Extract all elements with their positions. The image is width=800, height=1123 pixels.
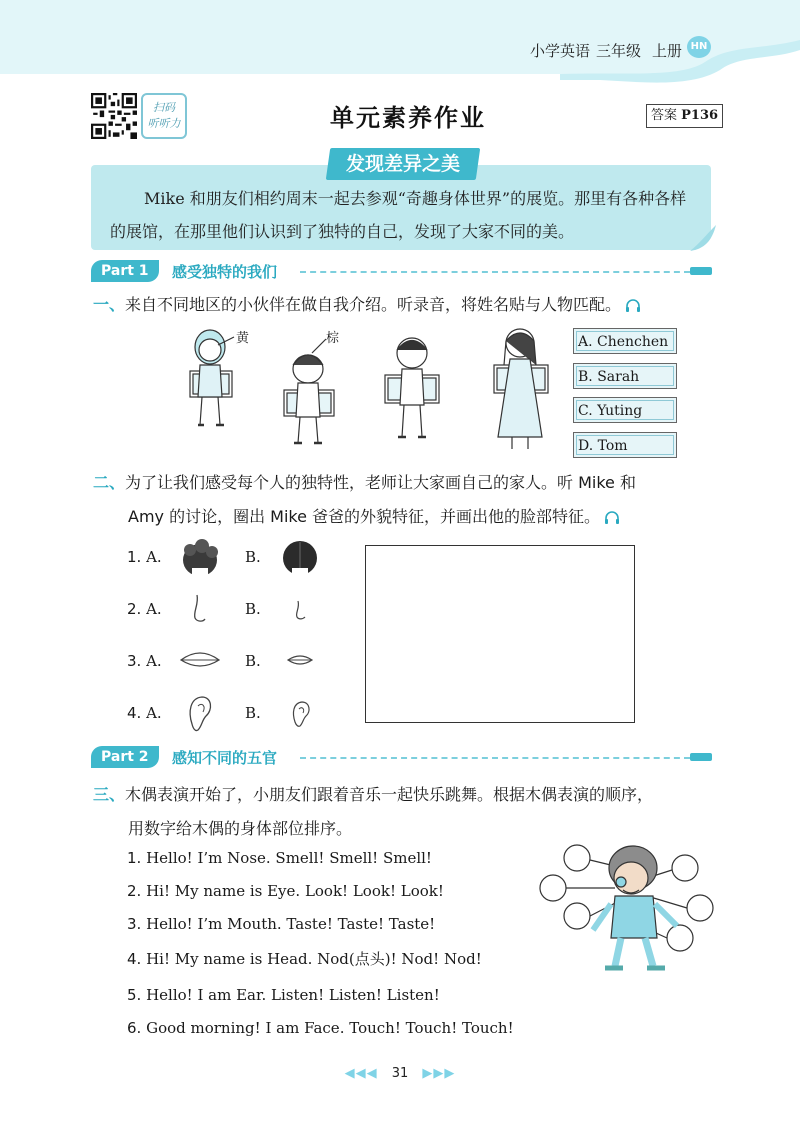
kid-boy-1 [284,355,334,443]
answer-page: P136 [681,108,719,123]
q3-line2: 用数字给木偶的身体部位排序。 [128,819,353,838]
q2-row-3: 3. A. [127,652,162,670]
q2-number: 二、 [93,473,126,492]
page-number: 31 [391,1066,409,1081]
part1-label: 感受独特的我们 [172,263,278,281]
pencil-icon [690,753,712,761]
q2-row-2-b: B. [245,600,261,618]
q2-row-2: 2. A. [127,600,162,618]
intro-heading: 发现差异之美 [326,148,480,180]
blank-circle [687,895,713,921]
curly-hair-icon[interactable] [180,538,220,578]
page-footer [0,1066,800,1081]
part2-tag: Part 2 [91,746,159,768]
scan-tag-line1: 扫码 [153,101,175,114]
intro-text: Mike 和朋友们相约周末一起去参观“奇趣身体世界”的展览。那里有各种各样的展馆，在那里他们认识到了独特的自己，发现了大家不同的美。 [110,189,687,241]
q3-line-3: 3. Hello! I’m Mouth. Taste! Taste! Taste! [127,915,436,933]
header-grade: 三年级 [596,42,642,60]
part1-tag: Part 1 [91,260,159,282]
big-nose-icon[interactable] [183,592,213,628]
blank-circle [564,845,590,871]
q2-row-4: 4. A. [127,704,162,722]
headphones-icon[interactable] [625,299,641,313]
qr-code-icon[interactable] [91,93,137,139]
q3-line-5: 5. Hello! I am Ear. Listen! Listen! Listen! [127,986,440,1004]
kid-girl-2 [494,329,548,449]
q2-prompt-line2 [128,500,620,534]
scan-listen-tag [141,93,187,139]
q2-row-4-b: B. [245,704,261,722]
q3-line-4: 4. Hi! My name is Head. Nod(点头)! Nod! Nod! [127,950,482,968]
drawing-box[interactable] [365,545,635,723]
name-card-b[interactable]: B. Sarah [573,363,677,389]
straight-hair-icon[interactable] [280,538,320,578]
header-subject: 小学英语 [530,42,591,60]
q2-line2: Amy 的讨论，圈出 Mike 爸爸的外貌特征，并画出他的脸部特征。 [128,507,601,526]
puppet-illustration [535,838,715,978]
blank-circle [667,925,693,951]
blank-circle [672,855,698,881]
small-nose-icon[interactable] [288,598,310,624]
q3-number: 三、 [93,785,126,804]
name-card-d[interactable]: D. Tom [573,432,677,458]
kid-boy-2 [385,338,439,437]
name-card-c[interactable]: C. Yuting [573,397,677,423]
q2-row-1-b: B. [245,548,261,566]
q3-line-6: 6. Good morning! I am Face. Touch! Touch! Touch! [127,1019,514,1037]
big-ear-icon[interactable] [186,694,214,734]
q3-line1: 木偶表演开始了，小朋友们跟着音乐一起快乐跳舞。根据木偶表演的顺序， [125,785,654,804]
q1-prompt [93,288,641,322]
q3-prompt [93,778,653,812]
part1-divider [300,271,690,273]
q3-line-2: 2. Hi! My name is Eye. Look! Look! Look! [127,882,444,900]
small-mouth-icon[interactable] [286,652,314,668]
q2-prompt [93,466,636,500]
q2-line1: 为了让我们感受每个人的独特性，老师让大家画自己的家人。听 Mike 和 [125,473,636,492]
region-badge: HN [687,36,711,58]
blank-circle [564,903,590,929]
small-ear-icon[interactable] [290,700,312,728]
hair-note-blond: 黄 [236,331,250,346]
q1-text: 来自不同地区的小伙伴在做自我介绍。听录音，将姓名贴与人物匹配。 [125,295,622,314]
headphones-icon[interactable] [604,511,620,525]
pencil-icon [690,267,712,275]
answer-reference[interactable] [646,104,723,128]
name-card-a[interactable]: A. Chenchen [573,328,677,354]
answer-label: 答案 [651,108,678,123]
q2-row-1: 1. A. [127,548,162,566]
blank-circle [540,875,566,901]
header-volume: 上册 [652,42,683,60]
kid-girl-1 [190,330,232,425]
part2-divider [300,757,690,759]
q2-row-3-b: B. [245,652,261,670]
part2-label: 感知不同的五官 [172,749,278,767]
big-mouth-icon[interactable] [178,648,222,672]
page-title: 单元素养作业 [330,104,486,132]
q1-number: 一、 [93,295,126,314]
q3-line-1: 1. Hello! I’m Nose. Smell! Smell! Smell! [127,849,432,867]
footer-left-arrows: ◀◀◀ [344,1066,378,1081]
footer-right-arrows: ▶▶▶ [422,1066,456,1081]
hair-note-brown: 棕 [326,331,340,346]
scan-tag-line2: 听听力 [147,117,181,130]
